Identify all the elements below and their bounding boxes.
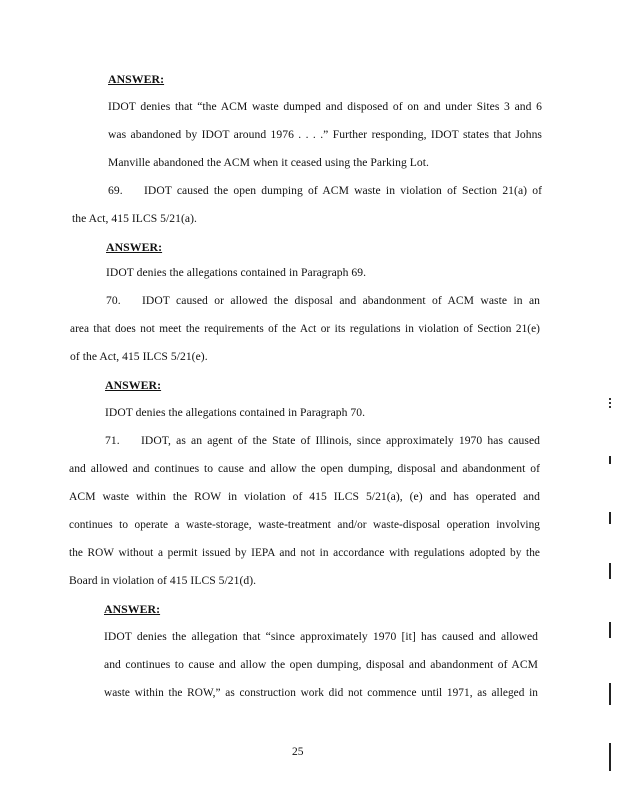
- scan-artifact: [609, 398, 611, 400]
- body-line: and allowed and continues to cause and allow the open dumping, disposal and abandonment of: [69, 462, 540, 475]
- body-line: Board in violation of 415 ILCS 5/21(d).: [69, 574, 257, 587]
- body-line: and continues to cause and allow the open dumping, disposal and abandonment of ACM: [104, 658, 538, 671]
- body-line: IDOT denies that “the ACM waste dumped and disposed of on and under Sites 3 and 6: [108, 100, 542, 113]
- answer-heading: ANSWER:: [104, 602, 161, 616]
- body-line: ACM waste within the ROW in violation of 415 ILCS 5/21(a), (e) and has operated and: [69, 490, 540, 503]
- body-line: of the Act, 415 ILCS 5/21(e).: [70, 350, 208, 363]
- body-line: Manville abandoned the ACM when it ceased using the Parking Lot.: [108, 156, 429, 169]
- body-line: continues to operate a waste-storage, waste-treatment and/or waste-disposal operation involving: [69, 519, 540, 531]
- body-line: IDOT caused or allowed the disposal and abandonment of ACM waste in an: [142, 294, 540, 307]
- paragraph-number: 69.: [108, 184, 123, 197]
- scan-artifact: [609, 456, 611, 464]
- scan-artifact: [609, 512, 611, 524]
- body-line: waste within the ROW,” as construction work did not commence until 1971, as alleged in: [104, 687, 538, 699]
- paragraph-number: 71.: [105, 434, 120, 447]
- paragraph-number: 70.: [106, 294, 121, 307]
- body-line: IDOT caused the open dumping of ACM waste in violation of Section 21(a) of: [144, 184, 542, 197]
- body-line: IDOT, as an agent of the State of Illinois, since approximately 1970 has caused: [141, 434, 540, 447]
- body-line: area that does not meet the requirements of the Act or its regulations in violation of Section 21(e): [70, 323, 540, 335]
- body-line: was abandoned by IDOT around 1976 . . . .” Further responding, IDOT states that Johns: [108, 128, 542, 141]
- scan-artifact: [609, 402, 611, 404]
- scan-artifact: [609, 743, 611, 771]
- answer-heading: ANSWER:: [108, 72, 165, 86]
- scan-artifact: [609, 622, 611, 638]
- body-line: IDOT denies the allegation that “since approximately 1970 [it] has caused and allowed: [104, 630, 538, 643]
- scan-artifact: [609, 563, 611, 579]
- scan-artifact: [609, 683, 611, 705]
- answer-heading: ANSWER:: [106, 240, 163, 254]
- scan-artifact: [609, 406, 611, 408]
- body-line: the Act, 415 ILCS 5/21(a).: [72, 212, 197, 225]
- body-line: IDOT denies the allegations contained in Paragraph 69.: [106, 266, 367, 279]
- body-line: the ROW without a permit issued by IEPA and not in accordance with regulations adopted by the: [69, 547, 540, 559]
- body-line: IDOT denies the allegations contained in Paragraph 70.: [105, 406, 366, 419]
- page-number: 25: [292, 746, 304, 758]
- answer-heading: ANSWER:: [105, 378, 162, 392]
